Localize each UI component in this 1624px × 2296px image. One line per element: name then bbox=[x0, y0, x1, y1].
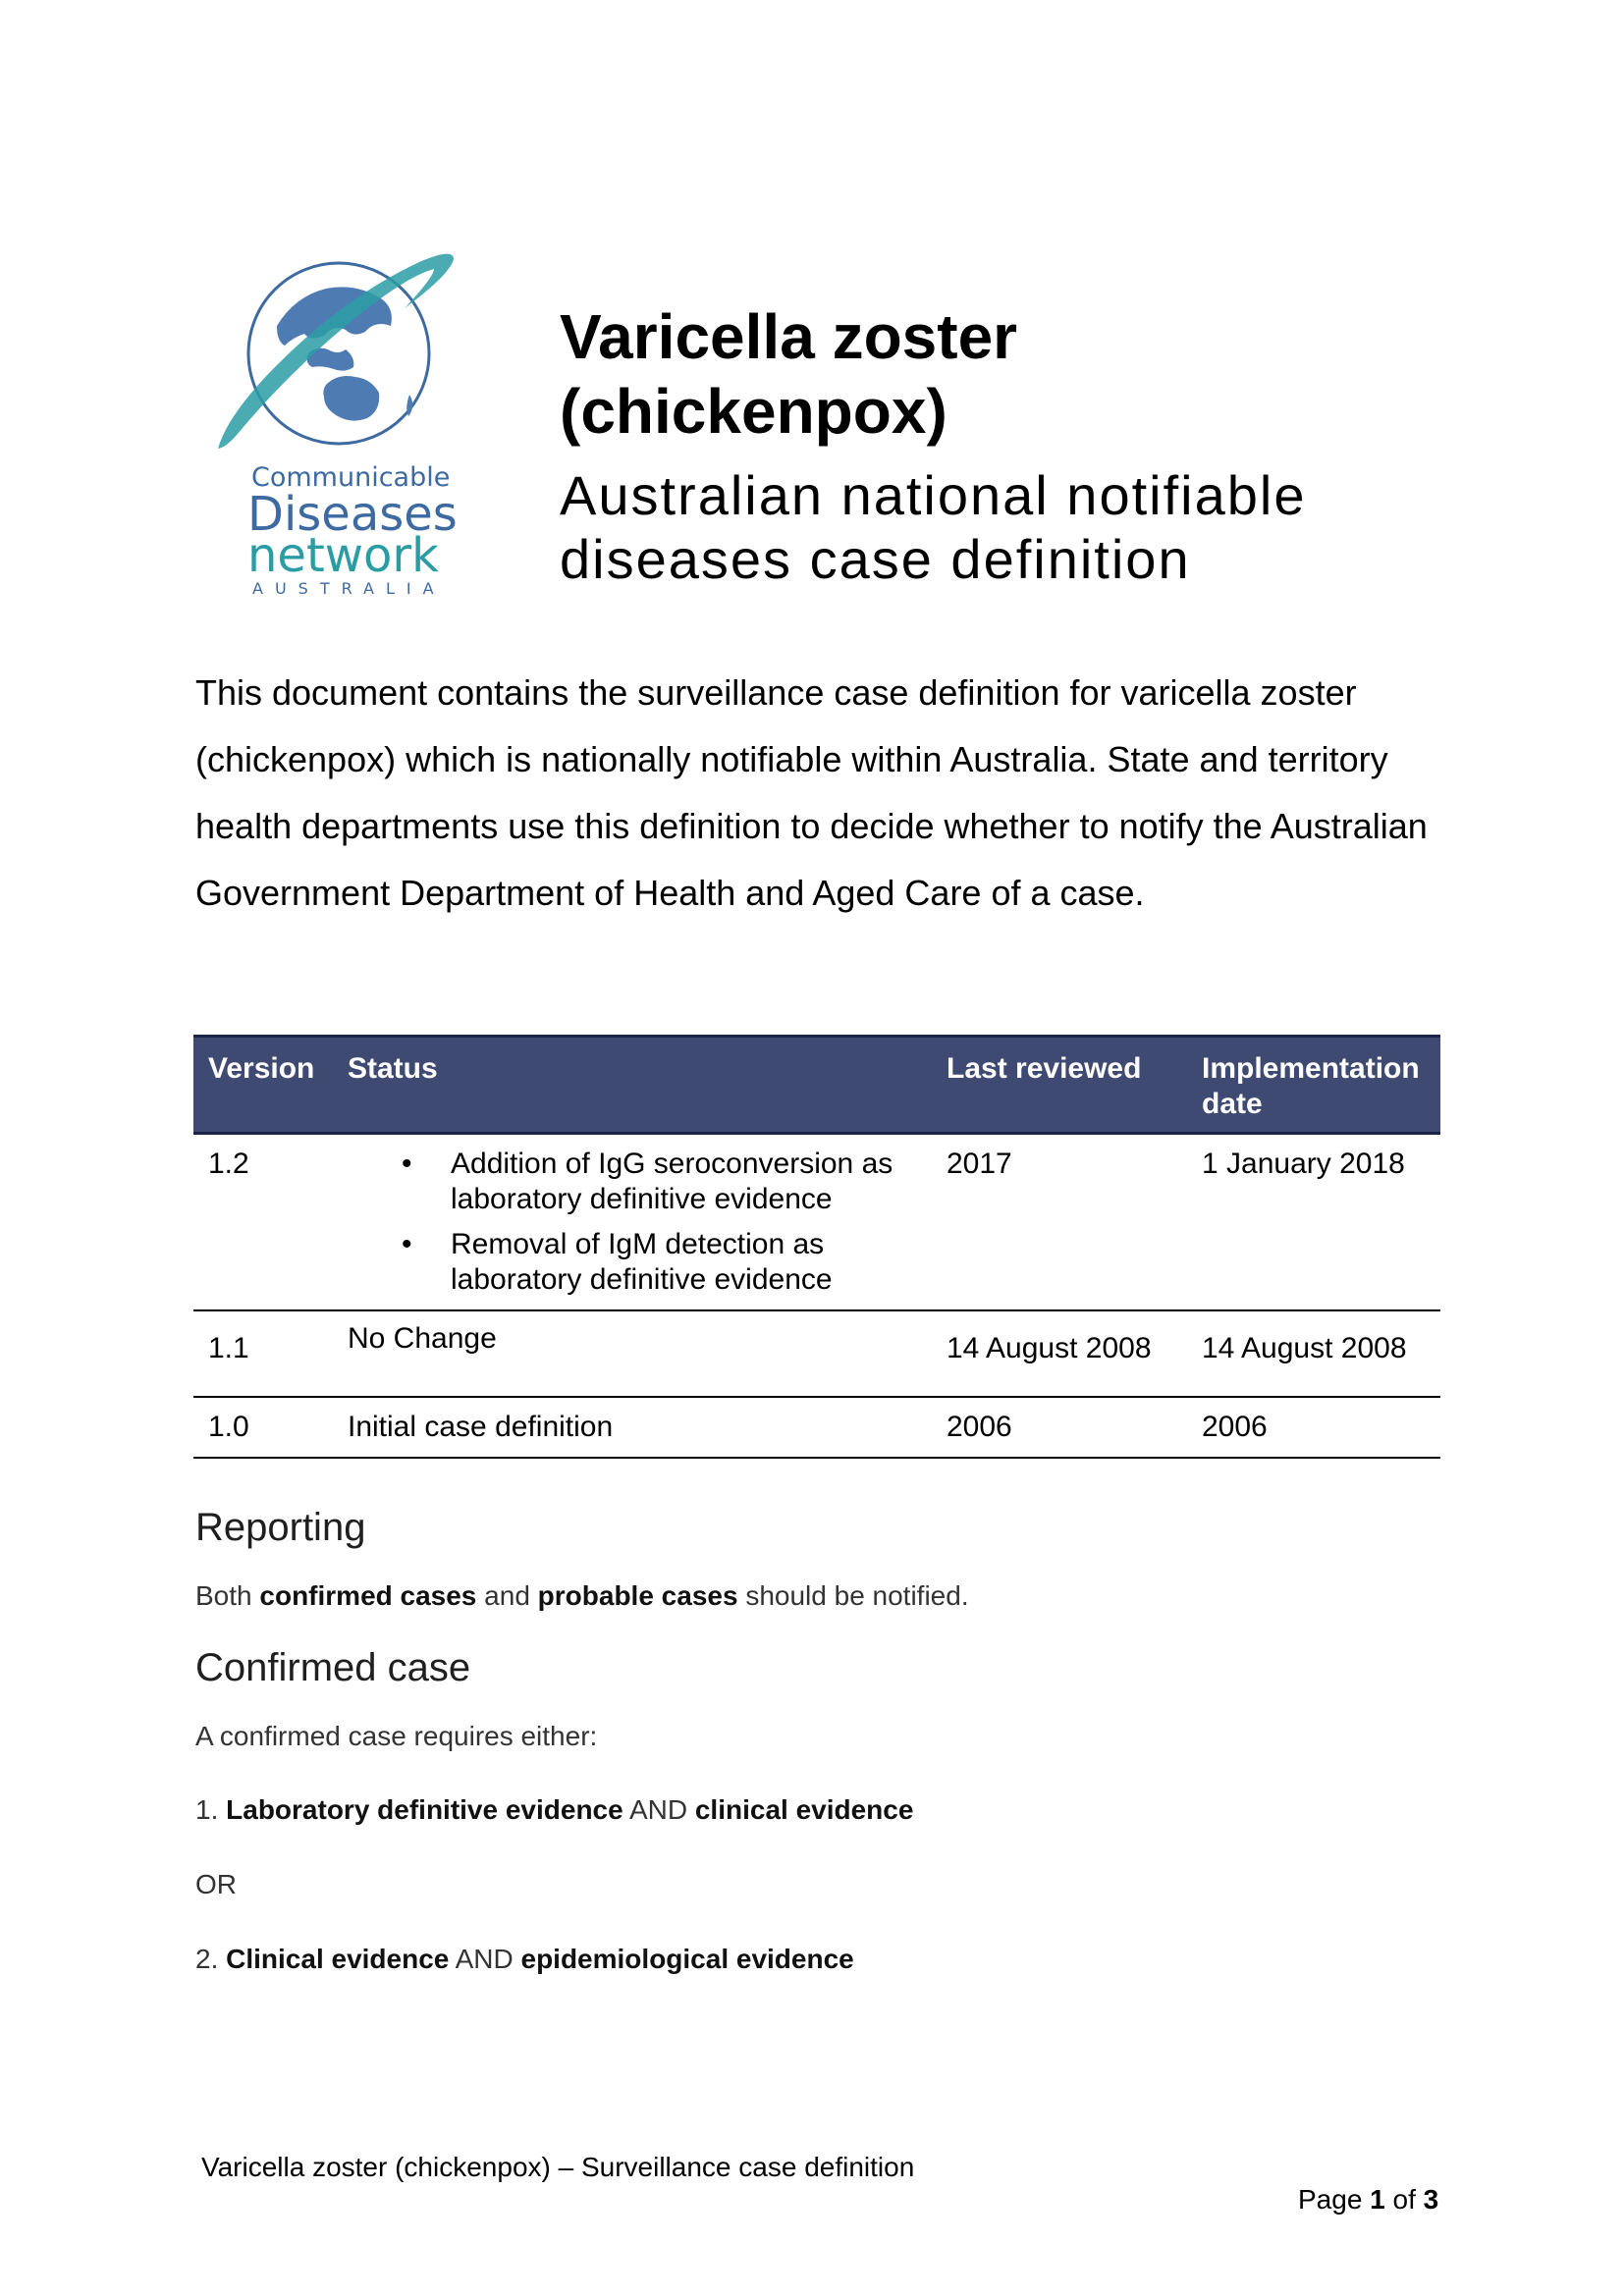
subtitle-line-2: diseases case definition bbox=[560, 528, 1191, 590]
cell-last-reviewed: 2017 bbox=[947, 1148, 1012, 1180]
logo-text-communicable: Communicable bbox=[251, 462, 451, 493]
status-bullet-item: • Removal of IgM detection as laboratory definitive evidence bbox=[402, 1228, 833, 1296]
confirmed-option-2: 2. Clinical evidence AND epidemiological evidence bbox=[195, 1944, 854, 1974]
reporting-heading: Reporting bbox=[195, 1506, 366, 1549]
title-line-1: Varicella zoster bbox=[560, 301, 1018, 372]
bullet-icon: • bbox=[402, 1228, 412, 1260]
table-header-row bbox=[193, 1037, 1440, 1134]
cell-version: 1.2 bbox=[208, 1148, 249, 1180]
intro-paragraph: This document contains the surveillance case definition for varicella zoster (chickenpox) which is nationally notifiable within Australia. State and territory health departments use this definition to decide whether to notify the Australian Government Department of Health and Aged Care of a case. bbox=[195, 672, 1428, 913]
cell-version: 1.0 bbox=[208, 1411, 249, 1443]
page-title bbox=[560, 299, 1502, 449]
cell-implementation-date: 1 January 2018 bbox=[1202, 1148, 1405, 1180]
cell-status: No Change bbox=[348, 1322, 497, 1355]
confirmed-or: OR bbox=[195, 1869, 237, 1899]
page-number: Page 1 of 3 bbox=[1298, 2184, 1439, 2215]
cell-status: Initial case definition bbox=[348, 1411, 614, 1443]
bullet-icon: • bbox=[402, 1148, 412, 1180]
header-last-reviewed: Last reviewed bbox=[932, 1037, 1187, 1134]
status-bullet-item: • Addition of IgG seroconversion as laboratory definitive evidence bbox=[402, 1148, 893, 1215]
cell-status bbox=[333, 1134, 932, 1311]
confirmed-case-intro: A confirmed case requires either: bbox=[195, 1721, 598, 1751]
title-line-2: (chickenpox) bbox=[560, 376, 947, 447]
header-implementation-date: Implementation date bbox=[1187, 1037, 1440, 1134]
cell-last-reviewed: 2006 bbox=[947, 1411, 1012, 1443]
version-history-table bbox=[193, 1035, 1440, 1459]
confirmed-option-1: 1. Laboratory definitive evidence AND clinical evidence bbox=[195, 1794, 914, 1825]
cell-last-reviewed: 14 August 2008 bbox=[947, 1332, 1152, 1364]
cell-implementation-date: 14 August 2008 bbox=[1202, 1332, 1407, 1364]
reporting-text: Both confirmed cases and probable cases should be notified. bbox=[195, 1580, 969, 1611]
header-status: Status bbox=[333, 1037, 932, 1134]
header-version: Version bbox=[193, 1037, 333, 1134]
globe-logo-graphic bbox=[208, 247, 463, 463]
logo-text-network: network bbox=[247, 528, 439, 583]
logo-text-australia: AUSTRALIA bbox=[252, 579, 446, 598]
table-row bbox=[193, 1134, 1440, 1311]
status-bullet-list bbox=[348, 1147, 917, 1298]
cdna-logo bbox=[208, 247, 463, 611]
confirmed-case-heading: Confirmed case bbox=[195, 1646, 471, 1689]
page-subtitle bbox=[560, 463, 1502, 591]
cell-implementation-date: 2006 bbox=[1202, 1411, 1268, 1443]
footer-document-title: Varicella zoster (chickenpox) – Surveillance case definition bbox=[201, 2152, 915, 2182]
table-row bbox=[193, 1397, 1440, 1458]
logo-text-diseases: Diseases bbox=[247, 487, 458, 542]
table-row bbox=[193, 1310, 1440, 1397]
cell-version: 1.1 bbox=[208, 1332, 249, 1364]
subtitle-line-1: Australian national notifiable bbox=[560, 464, 1307, 526]
